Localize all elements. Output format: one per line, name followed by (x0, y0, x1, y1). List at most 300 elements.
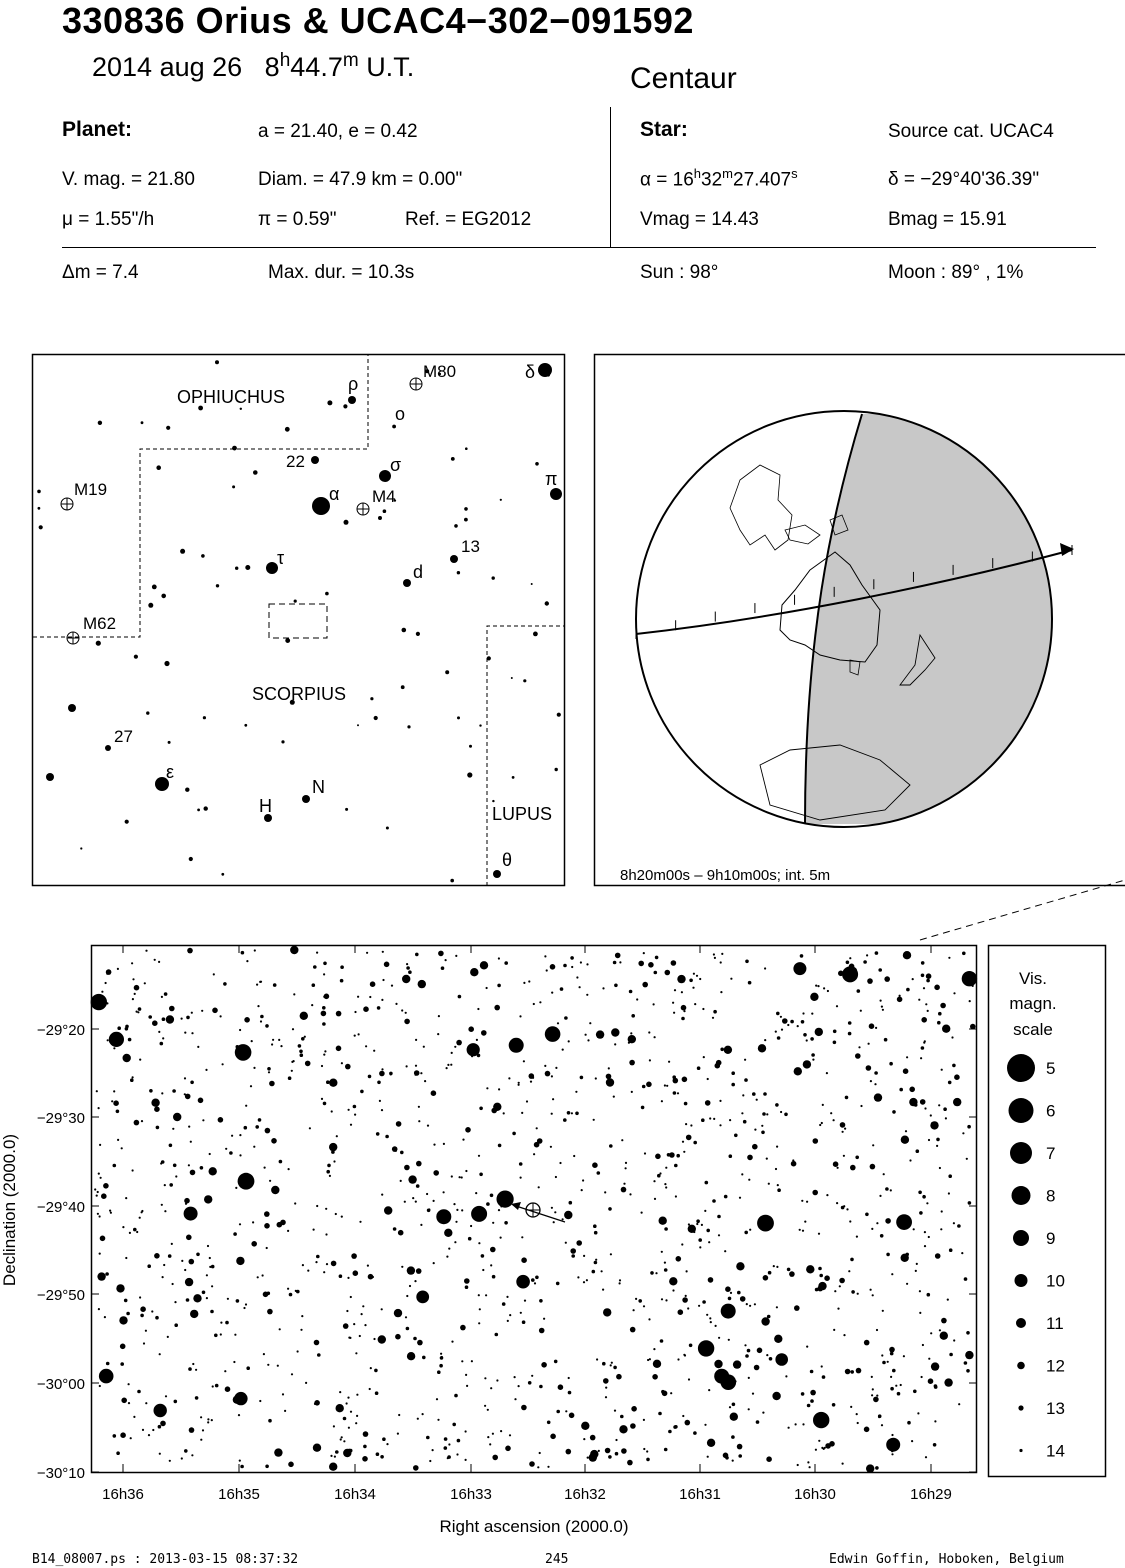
chart-star (369, 1388, 371, 1390)
chart-star (685, 1420, 691, 1426)
chart-star (322, 1022, 326, 1026)
chart-star (521, 1257, 527, 1263)
chart-star (824, 1275, 830, 1281)
chart-star (100, 1177, 102, 1179)
star-label-d: d (413, 562, 424, 582)
chart-star (881, 1006, 883, 1008)
chart-star (345, 1064, 351, 1070)
chart-star (389, 1072, 393, 1076)
chart-star (964, 1277, 968, 1281)
chart-star (156, 1126, 160, 1130)
chart-star (621, 1139, 623, 1141)
chart-star (952, 1064, 956, 1068)
chart-star (132, 1076, 134, 1078)
chart-star (348, 1449, 350, 1451)
chart-star (676, 1256, 682, 1262)
chart-star (752, 1144, 758, 1150)
finder-star (492, 800, 494, 802)
chart-star (406, 1065, 408, 1067)
chart-star (206, 1274, 208, 1276)
chart-star (105, 1272, 109, 1276)
chart-star (720, 961, 722, 963)
chart-star (314, 1340, 320, 1346)
chart-star (451, 1175, 453, 1177)
finder-chart (0, 340, 580, 900)
chart-star (98, 1308, 100, 1310)
chart-star (500, 1196, 506, 1202)
chart-star (486, 987, 488, 989)
chart-star (874, 1071, 878, 1075)
chart-star (99, 1385, 101, 1387)
chart-star (340, 1438, 342, 1440)
chart-star (811, 1053, 815, 1057)
chart-star (544, 1065, 546, 1067)
chart-star (939, 1167, 941, 1169)
chart-star (406, 963, 408, 965)
chart-star (191, 1032, 193, 1034)
chart-star (304, 1036, 306, 1038)
chart-star (819, 1274, 823, 1278)
ra-tick-label: 16h32 (564, 1486, 606, 1503)
chart-star (734, 1380, 736, 1382)
chart-star (376, 1452, 380, 1456)
chart-star (433, 1170, 439, 1176)
chart-star (340, 979, 344, 983)
finder-star (344, 520, 349, 525)
cluster-m62-icon (67, 632, 79, 644)
chart-star (707, 1439, 715, 1447)
chart-star (918, 1191, 922, 1195)
scale-dot (1017, 1362, 1025, 1370)
chart-star (365, 1045, 367, 1047)
chart-star (381, 1194, 383, 1196)
chart-star (416, 1268, 422, 1274)
chart-star (882, 1009, 884, 1011)
chart-star (810, 1037, 814, 1041)
scale-mag-label: 12 (1046, 1356, 1065, 1376)
chart-star (253, 1146, 255, 1148)
chart-star (810, 1370, 814, 1374)
chart-star (685, 1123, 687, 1125)
chart-star (562, 1049, 564, 1051)
chart-star (329, 1175, 331, 1177)
chart-star (160, 1421, 166, 1427)
chart-star (550, 1434, 556, 1440)
chart-star (291, 1373, 293, 1375)
chart-star (408, 1175, 416, 1183)
chart-star (470, 1225, 472, 1227)
chart-star (592, 1270, 596, 1274)
chart-star (461, 1360, 463, 1362)
chart-star (300, 1012, 308, 1020)
chart-star (681, 1017, 685, 1021)
chart-star (235, 1187, 237, 1189)
chart-star (529, 1461, 535, 1467)
chart-star (802, 1012, 804, 1014)
chart-star (432, 1449, 434, 1451)
ra-tick-label: 16h35 (218, 1486, 260, 1503)
chart-star (953, 1339, 955, 1341)
chart-star (655, 1154, 661, 1160)
chart-star (324, 1050, 326, 1052)
chart-star (810, 993, 818, 1001)
chart-star (398, 1230, 404, 1236)
chart-star (152, 1429, 154, 1431)
chart-star (209, 1153, 211, 1155)
chart-star (621, 1448, 627, 1454)
chart-star (856, 1236, 858, 1238)
chart-star (341, 1216, 343, 1218)
chart-star (890, 1352, 894, 1356)
chart-star (404, 1201, 406, 1203)
chart-star (702, 1300, 706, 1304)
star-label-delta: δ (525, 362, 536, 382)
chart-star (313, 965, 317, 969)
chart-star (823, 987, 825, 989)
chart-star (855, 1053, 861, 1059)
chart-star (404, 1019, 410, 1025)
chart-star (271, 1043, 273, 1045)
chart-star (824, 1447, 826, 1449)
chart-star (500, 1205, 502, 1207)
star-dec: δ = −29°40'36.39" (888, 169, 1040, 190)
chart-star (766, 1456, 772, 1462)
chart-star (446, 1067, 448, 1069)
chart-star (113, 1090, 115, 1092)
chart-star (744, 1344, 746, 1346)
chart-star (202, 1429, 204, 1431)
chart-star (972, 985, 974, 987)
chart-star (462, 1139, 464, 1141)
chart-star (887, 1361, 889, 1363)
finder-star (457, 716, 460, 719)
chart-star (916, 1263, 918, 1265)
chart-star (331, 1110, 333, 1112)
chart-star (206, 1297, 208, 1299)
chart-star (212, 1008, 218, 1014)
chart-star (874, 1083, 876, 1085)
chart-star (315, 1261, 317, 1263)
chart-star (948, 1174, 952, 1178)
chart-star (196, 1253, 200, 1257)
chart-star (509, 1038, 524, 1053)
chart-star (482, 1269, 484, 1271)
chart-star (850, 1406, 852, 1408)
chart-star (833, 1041, 837, 1045)
cluster-m4-icon (357, 503, 369, 515)
chart-star (646, 1458, 650, 1462)
chart-star (509, 1314, 511, 1316)
chart-star (704, 1424, 706, 1426)
chart-star (841, 1206, 845, 1210)
chart-star (900, 1384, 902, 1386)
chart-star (158, 1425, 162, 1429)
chart-star (871, 1228, 873, 1230)
chart-star (843, 1334, 845, 1336)
chart-star (128, 1038, 132, 1042)
chart-star (305, 1061, 311, 1067)
chart-star (345, 1452, 349, 1456)
chart-star (346, 1310, 348, 1312)
chart-star (246, 960, 248, 962)
chart-star (842, 1463, 844, 1465)
finder-star (232, 446, 237, 451)
chart-star (445, 959, 447, 961)
chart-star (627, 1460, 633, 1466)
chart-star (301, 1315, 303, 1317)
chart-star (609, 1144, 613, 1148)
chart-star (91, 994, 107, 1010)
chart-star (234, 1334, 236, 1336)
chart-star (251, 1241, 257, 1247)
chart-star (153, 1021, 157, 1025)
chart-star (764, 967, 766, 969)
chart-star (537, 1466, 539, 1468)
finder-star (386, 827, 389, 830)
chart-star (520, 1177, 522, 1179)
chart-star (966, 1369, 970, 1373)
chart-star (876, 1329, 878, 1331)
chart-star (619, 1279, 621, 1281)
chart-star (210, 1310, 214, 1314)
chart-star (940, 1003, 946, 1009)
chart-star (333, 1425, 335, 1427)
chart-star (524, 1300, 526, 1302)
chart-star (673, 1012, 675, 1014)
chart-star (509, 1434, 511, 1436)
chart-star (391, 985, 393, 987)
chart-star (794, 1067, 802, 1075)
chart-star (288, 1168, 290, 1170)
chart-star (682, 1141, 684, 1143)
finder-star (168, 741, 171, 744)
chart-star (484, 1405, 486, 1407)
chart-star (341, 1062, 343, 1064)
chart-star (917, 1412, 919, 1414)
chart-star (743, 1120, 747, 1124)
chart-star (518, 1082, 520, 1084)
chart-star (880, 1000, 882, 1002)
planet-diam: Diam. = 47.9 km = 0.00" (258, 169, 463, 190)
chart-star (638, 961, 644, 967)
chart-star (737, 1291, 741, 1295)
chart-star (837, 1308, 839, 1310)
chart-star (554, 1360, 558, 1364)
chart-star (620, 1415, 624, 1419)
chart-star (681, 991, 683, 993)
chart-star (761, 1131, 765, 1135)
chart-star (393, 1227, 397, 1231)
chart-star (141, 1120, 143, 1122)
chart-star (694, 1003, 696, 1005)
chart-star (484, 1377, 486, 1379)
chart-star (116, 1110, 120, 1114)
chart-star (413, 1465, 419, 1471)
chart-star (717, 1215, 721, 1219)
chart-star (139, 1217, 141, 1219)
chart-star (724, 1046, 732, 1054)
chart-star (382, 951, 384, 953)
chart-star (567, 1111, 571, 1115)
chart-star (145, 1330, 147, 1332)
chart-star (709, 1117, 711, 1119)
chart-star (490, 1247, 496, 1253)
chart-star (165, 1395, 167, 1397)
chart-star (145, 1402, 147, 1404)
chart-star (335, 1213, 337, 1215)
chart-star (395, 1334, 401, 1340)
chart-star (818, 1233, 820, 1235)
chart-star (864, 1340, 870, 1346)
chart-star (264, 1223, 270, 1229)
chart-star (769, 1357, 773, 1361)
star-ra-h-unit: h (693, 166, 702, 181)
chart-star (288, 1462, 294, 1468)
finder-star (105, 745, 111, 751)
time-suffix: U.T. (366, 52, 415, 82)
chart-star (875, 1027, 877, 1029)
chart-star (916, 1149, 920, 1153)
chart-star (339, 1391, 341, 1393)
chart-star (258, 1118, 262, 1122)
chart-star (538, 1186, 540, 1188)
chart-star (569, 1201, 573, 1205)
chart-star (140, 1306, 146, 1312)
chart-star (443, 1191, 445, 1193)
chart-star (919, 1211, 923, 1215)
chart-star (507, 1320, 509, 1322)
finder-star (493, 870, 501, 878)
chart-star (701, 1118, 705, 1122)
chart-star (605, 1387, 607, 1389)
chart-star (742, 1094, 744, 1096)
chart-star (384, 1206, 392, 1214)
chart-star (957, 1224, 961, 1228)
chart-star (358, 1033, 360, 1035)
scale-mag-label: 5 (1046, 1059, 1056, 1078)
chart-star (830, 1112, 832, 1114)
chart-star (930, 1114, 932, 1116)
chart-star (145, 950, 147, 952)
star-ra (640, 166, 798, 191)
chart-star (949, 1353, 953, 1357)
chart-star (301, 1037, 305, 1041)
chart-star (231, 1135, 233, 1137)
chart-star (686, 1135, 692, 1141)
chart-star (832, 1403, 836, 1407)
chart-star (667, 1153, 671, 1157)
chart-star (792, 1159, 794, 1161)
chart-star (468, 1237, 472, 1241)
chart-star (309, 1127, 311, 1129)
chart-star (705, 1100, 711, 1106)
page-title: 330836 Orius & UCAC4−302−091592 (62, 0, 694, 41)
chart-star (323, 1271, 325, 1273)
chart-star (635, 1298, 637, 1300)
chart-star (576, 1240, 582, 1246)
chart-star (777, 1184, 779, 1186)
chart-star (666, 1085, 668, 1087)
chart-star (625, 1167, 627, 1169)
finder-star (134, 655, 138, 659)
scale-dot (1019, 1449, 1022, 1452)
chart-star (849, 1220, 851, 1222)
chart-star (287, 1288, 289, 1290)
chart-star (380, 1455, 384, 1459)
chart-star (794, 1305, 800, 1311)
chart-star (682, 1297, 688, 1303)
chart-star (616, 1374, 622, 1380)
scale-dot (1013, 1230, 1029, 1246)
chart-star (780, 1111, 782, 1113)
chart-star (97, 1191, 99, 1193)
chart-star (174, 1323, 178, 1327)
chart-star (512, 1132, 516, 1136)
finder-star (197, 809, 200, 812)
chart-star (329, 1463, 337, 1471)
chart-star (919, 1312, 921, 1314)
chart-star (129, 1232, 131, 1234)
chart-star (241, 951, 245, 955)
chart-star (809, 1466, 811, 1468)
chart-star (189, 1259, 195, 1265)
finder-star (146, 711, 149, 714)
chart-star (408, 970, 412, 974)
chart-star (926, 1202, 928, 1204)
chart-star (356, 1415, 358, 1417)
chart-star (715, 1063, 721, 1069)
chart-star (437, 1370, 441, 1374)
chart-star (397, 1433, 399, 1435)
chart-star (780, 1016, 782, 1018)
chart-star (181, 1260, 183, 1262)
chart-star (857, 989, 861, 993)
chart-star (539, 1452, 541, 1454)
chart-star (669, 1277, 677, 1285)
chart-star (109, 1210, 111, 1212)
chart-star (754, 1129, 756, 1131)
chart-star (615, 1439, 617, 1441)
chart-star (476, 1039, 478, 1041)
star-label: Star: (640, 118, 688, 141)
chart-star (648, 1031, 650, 1033)
chart-star (314, 1400, 320, 1406)
chart-star (447, 1064, 449, 1066)
chart-star (415, 953, 419, 957)
chart-star (602, 1289, 604, 1291)
chart-star (834, 1290, 836, 1292)
chart-star (713, 1118, 715, 1120)
planet-ref: Ref. = EG2012 (405, 209, 532, 230)
chart-star (615, 953, 621, 959)
chart-star (106, 1002, 108, 1004)
chart-star (479, 1173, 483, 1177)
chart-star (455, 955, 457, 957)
chart-star (628, 1035, 636, 1043)
finder-star (407, 725, 410, 728)
chart-star (676, 1154, 680, 1158)
chart-star (288, 1076, 292, 1080)
chart-star (213, 973, 215, 975)
ra-tick-label: 16h29 (910, 1486, 952, 1503)
chart-star (813, 1138, 819, 1144)
chart-star (348, 1337, 350, 1339)
chart-star (844, 1128, 846, 1130)
chart-star (497, 984, 501, 988)
chart-star (698, 1305, 700, 1307)
chart-star (857, 1293, 859, 1295)
chart-star (728, 1339, 730, 1341)
